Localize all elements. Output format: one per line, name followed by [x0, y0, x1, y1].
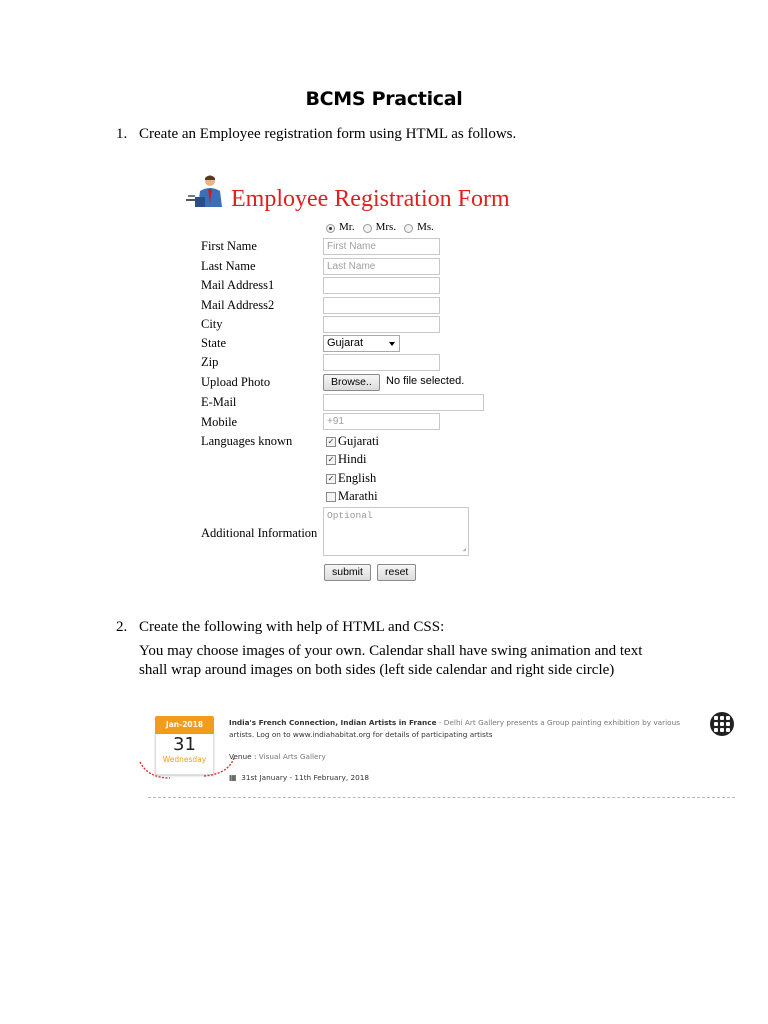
- label-additional-info: Additional Information: [201, 526, 318, 540]
- grid-menu-icon[interactable]: [710, 712, 734, 736]
- venue-value: Visual Arts Gallery: [258, 752, 326, 761]
- chevron-down-icon: [389, 342, 395, 346]
- checkbox-gujarati[interactable]: ✓: [327, 436, 335, 446]
- label-mail1: Mail Address1: [201, 278, 275, 292]
- state-select-value: Gujarat: [327, 337, 364, 349]
- calendar-weekday: Wednesday: [162, 755, 207, 764]
- event-desc-1: - Delhi Art Gallery presents a Group painting exhibition by various: [436, 718, 681, 727]
- lang-english-label: English: [338, 471, 377, 485]
- question-2-text: Create the following with help of HTML and CSS:: [139, 619, 445, 635]
- label-last-name: Last Name: [201, 259, 256, 273]
- swing-string-icon: [138, 756, 238, 782]
- additional-info-placeholder: Optional: [327, 510, 373, 521]
- question-1-text: Create an Employee registration form using HTML as follows.: [139, 126, 517, 142]
- lang-hindi-label: Hindi: [338, 452, 367, 466]
- label-zip: Zip: [201, 355, 219, 369]
- radio-ms-label: Ms.: [417, 221, 434, 233]
- mail2-input[interactable]: [323, 297, 440, 314]
- event-description-line1: [229, 718, 680, 728]
- zip-input[interactable]: [323, 354, 440, 371]
- mobile-input[interactable]: +91: [323, 413, 440, 430]
- radio-mr-label: Mr.: [339, 221, 355, 233]
- reset-button[interactable]: reset: [377, 564, 416, 581]
- calendar-day: 31: [173, 734, 196, 755]
- lang-marathi[interactable]: [326, 489, 378, 504]
- checkbox-english[interactable]: ✓: [327, 473, 335, 483]
- question-2-number: 2.: [116, 619, 128, 635]
- event-title[interactable]: India's French Connection, Indian Artists in France: [229, 718, 437, 727]
- salutation-radios: [326, 221, 434, 233]
- no-file-text: No file selected.: [386, 375, 465, 387]
- lang-gujarati-label: Gujarati: [338, 434, 379, 448]
- label-languages: Languages known: [201, 434, 293, 448]
- last-name-input[interactable]: Last Name: [323, 258, 440, 275]
- event-desc-2: artists. Log on to www.indiahabitat.org for details of participating artists: [229, 730, 493, 739]
- calendar-small-icon: ▦: [229, 773, 237, 782]
- question-2-para-line1: You may choose images of your own. Calendar shall have swing animation and text: [139, 643, 643, 659]
- resize-grip-icon[interactable]: ◢: [462, 546, 466, 553]
- checkbox-hindi[interactable]: ✓: [327, 454, 335, 464]
- email-input[interactable]: [323, 394, 484, 411]
- lang-gujarati[interactable]: [326, 434, 379, 449]
- lang-marathi-label: Marathi: [338, 489, 378, 503]
- browse-button[interactable]: Browse..: [323, 374, 380, 391]
- label-upload-photo: Upload Photo: [201, 375, 271, 389]
- radio-mrs-label: Mrs.: [375, 221, 397, 233]
- first-name-input[interactable]: First Name: [323, 238, 440, 255]
- form-title: Employee Registration Form: [231, 186, 510, 212]
- radio-mrs[interactable]: [363, 224, 372, 233]
- lang-english[interactable]: [326, 471, 376, 486]
- label-mobile: Mobile: [201, 415, 238, 429]
- employee-icon: [186, 173, 226, 209]
- dashed-divider: [148, 797, 735, 798]
- checkbox-marathi[interactable]: [326, 492, 336, 502]
- mail1-input[interactable]: [323, 277, 440, 294]
- label-mail2: Mail Address2: [201, 298, 275, 312]
- question-2-para-line2: shall wrap around images on both sides (left side calendar and right side circle): [139, 662, 615, 678]
- radio-mr[interactable]: [326, 224, 335, 233]
- lang-hindi[interactable]: [326, 452, 366, 467]
- city-input[interactable]: [323, 316, 440, 333]
- label-first-name: First Name: [201, 239, 257, 253]
- label-state: State: [201, 336, 226, 350]
- calendar-month: Jan-2018: [155, 716, 214, 734]
- document-title: BCMS Practical: [305, 88, 463, 110]
- label-city: City: [201, 317, 223, 331]
- submit-button[interactable]: submit: [324, 564, 371, 581]
- event-venue: [229, 752, 326, 762]
- event-dates-text: 31st January - 11th February, 2018: [241, 773, 370, 782]
- radio-ms[interactable]: [404, 224, 413, 233]
- state-select[interactable]: [323, 335, 400, 352]
- additional-info-textarea[interactable]: [323, 507, 469, 556]
- label-email: E-Mail: [201, 395, 237, 409]
- venue-label: Venue :: [229, 752, 259, 761]
- question-1-number: 1.: [116, 126, 128, 142]
- event-dates: [229, 773, 369, 783]
